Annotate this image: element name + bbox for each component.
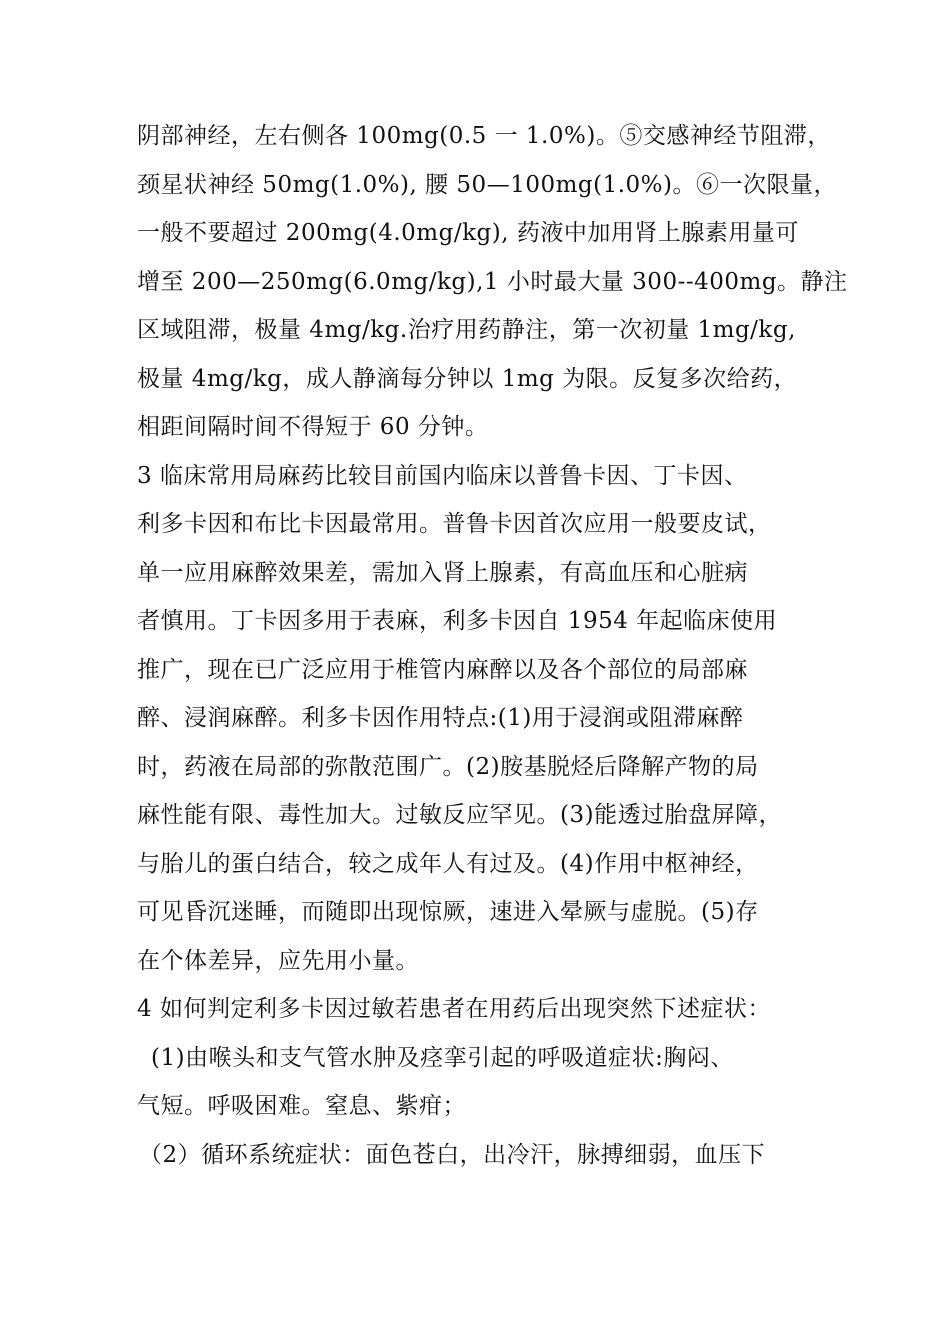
text-line: 与胎儿的蛋白结合，较之成年人有过及。(4)作用中枢神经， xyxy=(137,850,759,877)
section-4-heading-line: 4 如何判定利多卡因过敏若患者在用药后出现突然下述症状： xyxy=(137,996,771,1022)
section-3-heading-line: 3 临床常用局麻药比较目前国内临床以普鲁卡因、丁卡因、 xyxy=(137,462,748,489)
document-body xyxy=(137,112,848,1179)
text-line: 利多卡因和布比卡因最常用。普鲁卡因首次应用一般要皮试， xyxy=(137,511,772,537)
text-line: 者慎用。丁卡因多用于表麻，利多卡因自 1954 年起临床使用 xyxy=(137,608,778,634)
list-item-1-line: (1)由喉头和支气管水肿及痉挛引起的呼吸道症状:胸闷、 xyxy=(151,1044,734,1071)
text-line: 相距间隔时间不得短于 60 分钟。 xyxy=(137,414,489,440)
text-line: 可见昏沉迷睡，而随即出现惊厥，速进入晕厥与虚脱。(5)存 xyxy=(137,899,759,925)
text-line: 醉、浸润麻醉。利多卡因作用特点:(1)用于浸润或阻滞麻醉 xyxy=(137,705,744,731)
text-line: 时，药液在局部的弥散范围广。(2)胺基脱烃后降解产物的局 xyxy=(137,753,759,780)
text-line: 一般不要超过 200mg(4.0mg/kg), 药液中加用肾上腺素用量可 xyxy=(137,220,799,246)
text-line: 在个体差异，应先用小量。 xyxy=(137,947,419,974)
text-line: 极量 4mg/kg，成人静滴每分钟以 1mg 为限。反复多次给药， xyxy=(137,365,798,392)
text-line: 区域阻滞，极量 4mg/kg.治疗用药静注，第一次初量 1mg/kg, xyxy=(137,317,796,343)
text-line: 增至 200—250mg(6.0mg/kg),1 小时最大量 300--400mg。静注 xyxy=(137,268,848,295)
text-line: 单一应用麻醉效果差，需加入肾上腺素，有高血压和心脏病 xyxy=(137,559,748,586)
text-line: 颈星状神经 50mg(1.0%), 腰 50—100mg(1.0%)。⑥一次限量， xyxy=(137,171,837,198)
text-line: 麻性能有限、毒性加大。过敏反应罕见。(3)能透过胎盘屏障， xyxy=(137,802,783,828)
text-line: 阴部神经，左右侧各 100mg(0.5 一 1.0%)。⑤交感神经节阻滞， xyxy=(137,123,831,149)
list-item-2-line: （2）循环系统症状：面色苍白，出冷汗，脉搏细弱，血压下 xyxy=(139,1141,766,1168)
text-line: 推广，现在已广泛应用于椎管内麻醉以及各个部位的局部麻 xyxy=(137,656,748,683)
text-line: 气短。呼吸困难。窒息、紫疳； xyxy=(137,1093,466,1119)
